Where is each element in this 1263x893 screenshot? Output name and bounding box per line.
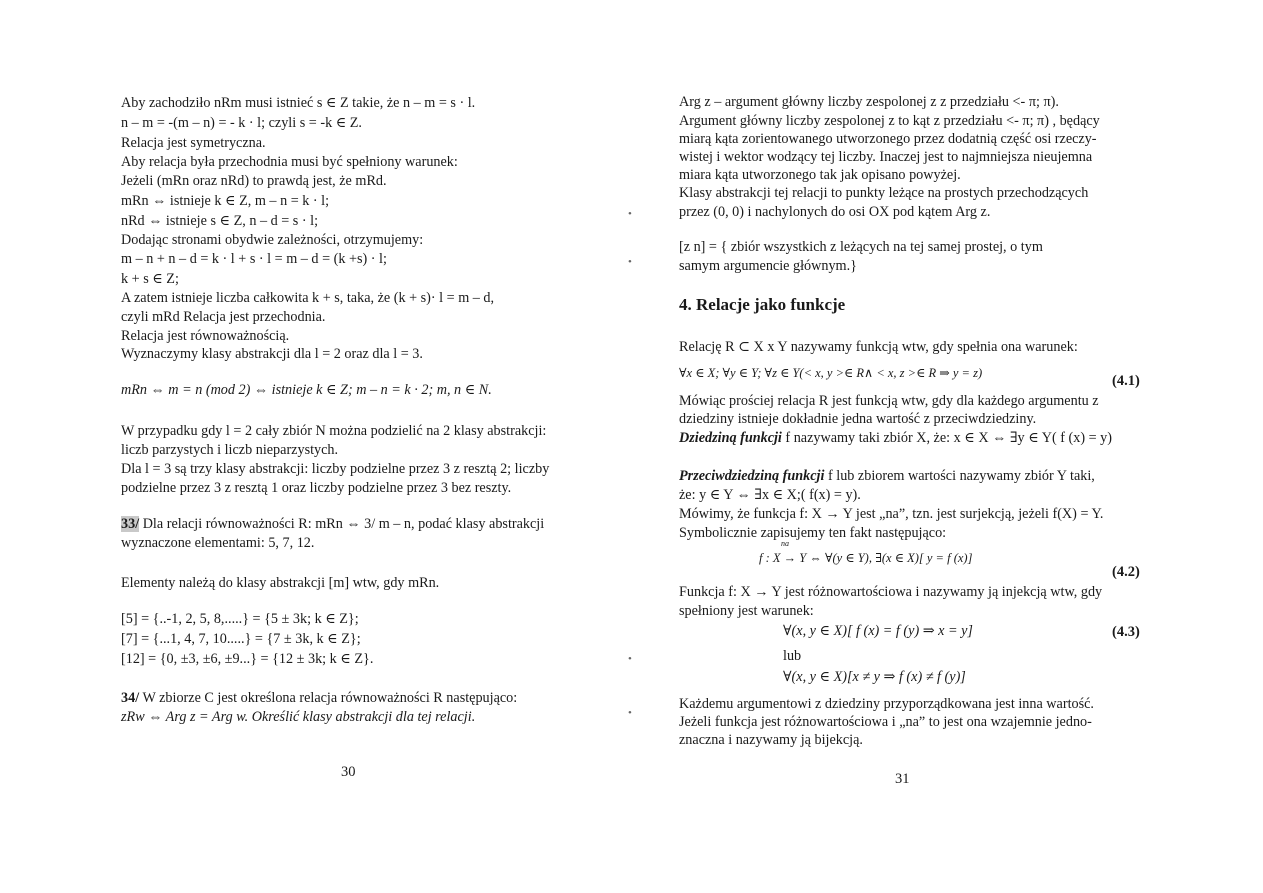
page-number: 31 (895, 771, 910, 787)
text-line: Wyznaczymy klasy abstrakcji dla l = 2 oraz dla l = 3. (121, 346, 423, 362)
text-line: n – m = -(m – n) = - k · l; czyli s = -k ∈ Z. (121, 115, 362, 131)
text-line: Relację R ⊂ X x Y nazywamy funkcją wtw, gdy spełnia ona warunek: (679, 339, 1078, 355)
text-line: spełniony jest warunek: (679, 603, 814, 619)
text-line: miarą kąta zorientowanego utworzonego przez dodatnią część osi rzeczy- (679, 131, 1097, 147)
text-line: Dodając stronami obydwie zależności, otrzymujemy: (121, 232, 424, 248)
text-line: k + s ∈ Z; (121, 271, 179, 287)
exercise-text: Dla relacji równoważności R: mRn ⇔ 3/ m – n, podać klasy abstrakcji (142, 516, 545, 532)
text-line: Symbolicznie zapisujemy ten fakt następująco: (679, 525, 947, 541)
text-line: wyznaczone elementami: 5, 7, 12. (121, 535, 315, 551)
class-definition: samym argumencie głównym.} (679, 258, 857, 274)
text-line: Dla l = 3 są trzy klasy abstrakcji: liczby podzielne przez 3 z resztą 2; liczby (121, 461, 550, 477)
class-definition: [z n] = { zbiór wszystkich z leżących na tej samej prostej, o tym (679, 239, 1043, 255)
text-line: Mówiąc prościej relacja R jest funkcją wtw, gdy dla każdego argumentu z (679, 393, 1099, 409)
text-line: Relacja jest symetryczna. (121, 135, 266, 151)
text-line: liczb parzystych i liczb nieparzystych. (121, 442, 339, 458)
text-line: podzielne przez 3 z resztą 1 oraz liczby podzielne przez 3 bez reszty. (121, 480, 512, 496)
text-line: W przypadku gdy l = 2 cały zbiór N można podzielić na 2 klasy abstrakcji: (121, 423, 547, 439)
text-line: Arg z – argument główny liczby zespolonej z z przedziału <- π; π). (679, 94, 1059, 110)
term: Przeciwdziedziną funkcji (679, 468, 825, 484)
text-line: Relacja jest równoważnością. (121, 328, 290, 344)
section-heading: 4. Relacje jako funkcje (679, 295, 846, 314)
class-line: [7] = {...1, 4, 7, 10.....} = {7 ± 3k, k ∈ Z}; (121, 631, 361, 647)
text-line: Mówimy, że funkcja f: X → Y jest „na”, tzn. jest surjekcją, jeżeli f(X) = Y. (679, 506, 1104, 522)
text-line: zRw ⇔ Arg z = Arg w. Określić klasy abstrakcji dla tej relacji. (121, 709, 476, 725)
lub-text: lub (783, 648, 802, 664)
text-line: znaczna i nazywamy ją bijekcją. (679, 732, 863, 748)
class-line: [12] = {0, ±3, ±6, ±9...} = {12 ± 3k; k ∈ Z}. (121, 651, 374, 667)
text-line: Jeżeli funkcja jest różnowartościowa i „na” to jest ona wzajemnie jedno- (679, 714, 1092, 730)
text-line: przez (0, 0) i nachylonych do osi OX pod kątem Arg z. (679, 204, 991, 220)
term: Dziedziną funkcji (679, 430, 782, 446)
domain-definition (679, 429, 1112, 447)
text-line: Klasy abstrakcji tej relacji to punkty leżące na prostych przechodzących (679, 185, 1089, 201)
exercise-number: 33/ (121, 516, 140, 532)
na-superscript: na (781, 539, 789, 548)
page-number: 30 (341, 764, 356, 780)
definition-text: f nazywamy taki zbiór X, że: x ∈ X ⇔ ∃y ∈ Y( f (x) = y) (781, 430, 1112, 446)
text-line: Każdemu argumentowi z dziedziny przyporządkowana jest inna wartość. (679, 696, 1094, 712)
text-line: A zatem istnieje liczba całkowita k + s, taka, że (k + s)· l = m – d, (121, 290, 495, 306)
text-line: mRn ⇔ istnieje k ∈ Z, m – n = k · l; (121, 193, 330, 209)
exercise-34 (121, 689, 517, 707)
text-line: dziedziny istnieje dokładnie jedna wartość z przeciwdziedziny. (679, 411, 1037, 427)
formula-mod: mRn ⇔ m = n (mod 2) ⇔ istnieje k ∈ Z; m – n = k · 2; m, n ∈ N. (121, 382, 492, 398)
text-line: wistej i wektor wodzący tej liczby. Inaczej jest to najmniejsza nieujemna (679, 149, 1093, 165)
text-line: czyli mRd Relacja jest przechodnia. (121, 309, 326, 325)
text-line: Argument główny liczby zespolonej z to kąt z przedziału <- π; π) , będący (679, 113, 1100, 129)
formula-4-3b: ∀(x, y ∈ X)[x ≠ y ⇒ f (x) ≠ f (y)] (783, 669, 966, 685)
class-line: [5] = {..-1, 2, 5, 8,.....} = {5 ± 3k; k ∈ Z}; (121, 611, 359, 627)
text-line: Aby relacja była przechodnia musi być spełniony warunek: (121, 154, 458, 170)
text-line: Aby zachodziło nRm musi istnieć s ∈ Z takie, że n – m = s · l. (121, 95, 476, 111)
definition-text: f lub zbiorem wartości nazywamy zbiór Y taki, (824, 468, 1095, 484)
text-line: Funkcja f: X → Y jest różnowartościowa i nazywamy ją injekcją wtw, gdy (679, 584, 1103, 600)
equation-number: (4.1) (1112, 373, 1140, 389)
text-line: nRd ⇔ istnieje s ∈ Z, n – d = s · l; (121, 213, 319, 229)
codomain-definition (679, 467, 1095, 485)
text-line: że: y ∈ Y ⇔ ∃x ∈ X;( f(x) = y). (679, 487, 861, 503)
text-line: Elementy należą do klasy abstrakcji [m] wtw, gdy mRn. (121, 575, 440, 591)
margin-mark: • (628, 208, 632, 220)
text-line: Jeżeli (mRn oraz nRd) to prawdą jest, że mRd. (121, 173, 387, 189)
exercise-text: W zbiorze C jest określona relacja równoważności R następująco: (142, 690, 518, 706)
margin-mark: • (628, 256, 632, 268)
formula-4-2: f : X → Y ⇔ ∀(y ∈ Y), ∃(x ∈ X)[ y = f (x)] (759, 551, 973, 565)
text-line: miara kąta utworzonego tak jak opisano powyżej. (679, 167, 961, 183)
text-line: m – n + n – d = k · l + s · l = m – d = (k +s) · l; (121, 251, 387, 267)
formula-4-1: ∀x ∈ X; ∀y ∈ Y; ∀z ∈ Y(< x, y >∈ R∧ < x, z >∈ R ⇒ y = z) (679, 366, 983, 380)
formula-4-3a: ∀(x, y ∈ X)[ f (x) = f (y) ⇒ x = y] (783, 623, 973, 639)
equation-number: (4.2) (1112, 564, 1140, 580)
exercise-33 (121, 515, 544, 533)
equation-number: (4.3) (1112, 624, 1140, 640)
exercise-number: 34/ (121, 690, 140, 706)
margin-mark: • (628, 707, 632, 719)
margin-mark: • (628, 653, 632, 665)
